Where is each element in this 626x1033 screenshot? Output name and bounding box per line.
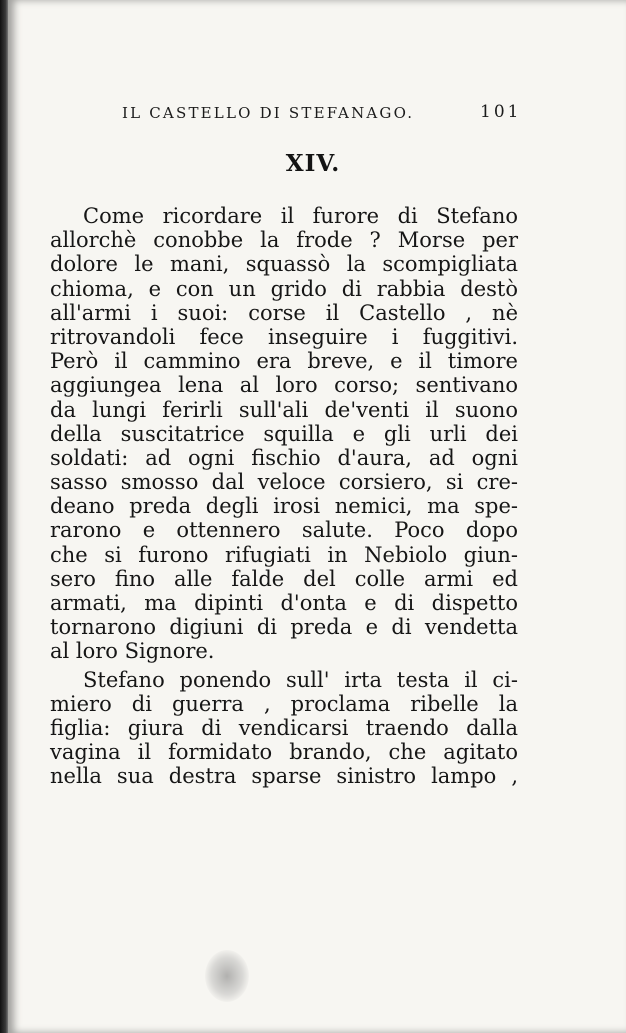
text-line: dolore le mani, squassò la scompigliata [50, 252, 518, 277]
text-line: allorchè conobbe la frode ? Morse per [50, 228, 518, 253]
paper-stain [205, 950, 249, 1002]
text-line: miero di guerra , proclama ribelle la [50, 691, 518, 716]
page-number: 101 [480, 102, 522, 122]
text-line: aggiungea lena al loro corso; sentivano [50, 373, 518, 398]
text-line: Come ricordare il furore di Stefano [83, 204, 518, 228]
text-line: che si furono rifugiati in Nebiolo giun- [50, 542, 518, 567]
text-line: soldati: ad ogni fischio d'aura, ad ogni [50, 445, 518, 470]
text-line: rarono e ottennero salute. Poco dopo [50, 518, 518, 543]
text-line: sero fino alle falde del colle armi ed [50, 566, 518, 591]
paragraph-2 [50, 668, 518, 789]
text-line: vagina il formidato brando, che agitato [50, 740, 518, 765]
chapter-heading: XIV. [285, 150, 341, 177]
text-line: al loro Signore. [50, 639, 215, 664]
text-line: chioma, e con un grido di rabbia destò [50, 276, 518, 301]
paragraph-1 [50, 204, 518, 664]
text-line: armati, ma dipinti d'onta e di dispetto [50, 591, 518, 615]
text-line: tornarono digiuni di preda e di vendetta [50, 615, 518, 640]
text-line: da lungi ferirli sull'ali de'venti il suono [50, 397, 518, 422]
text-line: Però il cammino era breve, e il timore [50, 349, 518, 374]
text-line: ritrovandoli fece inseguire i fuggitivi. [50, 324, 518, 349]
text-line: sasso smosso dal veloce corsiero, si cre- [50, 470, 518, 495]
text-line: della suscitatrice squilla e gli urli dei [50, 421, 518, 446]
text-line: nella sua destra sparse sinistro lampo , [50, 764, 518, 789]
text-line: Stefano ponendo sull' irta testa il ci- [83, 667, 518, 692]
running-head-title: IL CASTELLO DI STEFANAGO. [122, 104, 415, 122]
text-line: all'armi i suoi: corse il Castello , nè [50, 300, 518, 325]
text-line: deano preda degli irosi nemici, ma spe- [50, 494, 518, 519]
body-text [50, 204, 518, 789]
text-line: figlia: giura di vendicarsi traendo dalla [50, 715, 518, 740]
